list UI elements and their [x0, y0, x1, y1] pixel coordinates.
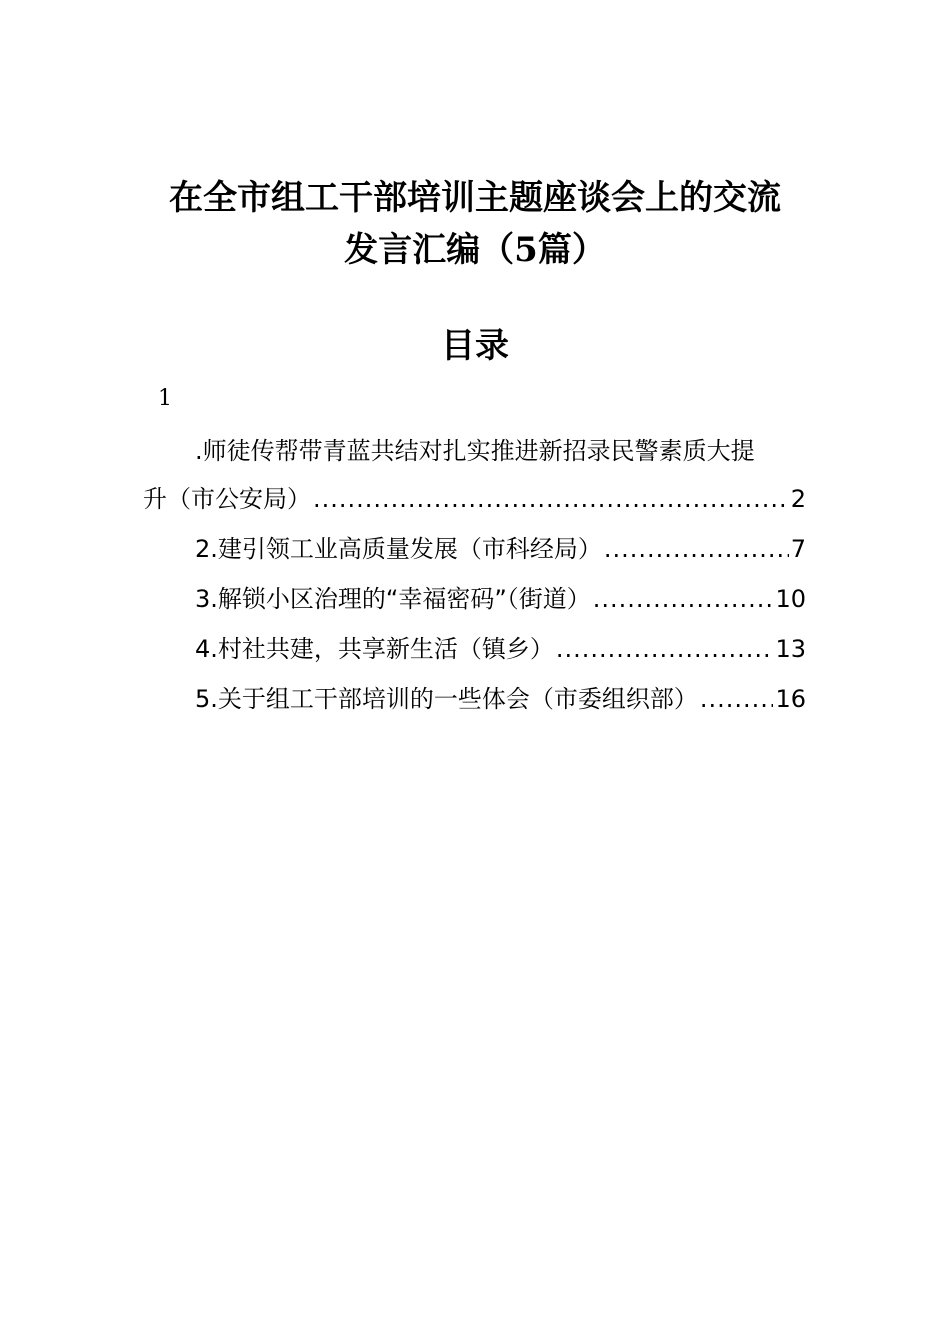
- toc-leader-dots: [556, 624, 774, 674]
- toc-entry-5[interactable]: [143, 674, 806, 724]
- document-title-line-2: 发言汇编（5篇）: [344, 230, 606, 270]
- table-of-contents: [143, 428, 806, 724]
- toc-page-number: 13: [775, 635, 806, 663]
- toc-page-number: 10: [775, 585, 806, 613]
- toc-entry-label: 升（市公安局）: [143, 485, 311, 513]
- toc-leader-dots: [604, 524, 789, 574]
- toc-entry-label: 5.关于组工干部培训的一些体会（市委组织部）: [195, 685, 698, 713]
- toc-page-number: 2: [790, 485, 806, 513]
- toc-entry-label: 3.解锁小区治理的“幸福密码”（街道）: [195, 585, 591, 613]
- toc-entry-label: 2.建引领工业高质量发展（市科经局）: [195, 535, 602, 563]
- document-title-line-1: 在全市组工干部培训主题座谈会上的交流: [169, 178, 781, 218]
- toc-stray-number: 1: [158, 386, 172, 411]
- document-title: [100, 172, 850, 276]
- toc-leader-dots: [700, 674, 774, 724]
- toc-heading: 目录: [441, 326, 509, 366]
- toc-entry-1-line-2[interactable]: [143, 474, 806, 524]
- toc-page-number: 16: [775, 685, 806, 713]
- toc-entry-4[interactable]: [143, 624, 806, 674]
- toc-entry-label: .师徒传帮带青蓝共结对扎实推进新招录民警素质大提: [195, 437, 755, 465]
- toc-entry-label: 4.村社共建，共享新生活（镇乡）: [195, 635, 554, 663]
- toc-page-number: 7: [790, 535, 806, 563]
- toc-entry-2[interactable]: [143, 524, 806, 574]
- toc-entry-1-line-1[interactable]: [143, 428, 806, 474]
- toc-entry-3[interactable]: [143, 574, 806, 624]
- toc-leader-dots: [593, 574, 774, 624]
- toc-leader-dots: [313, 474, 789, 524]
